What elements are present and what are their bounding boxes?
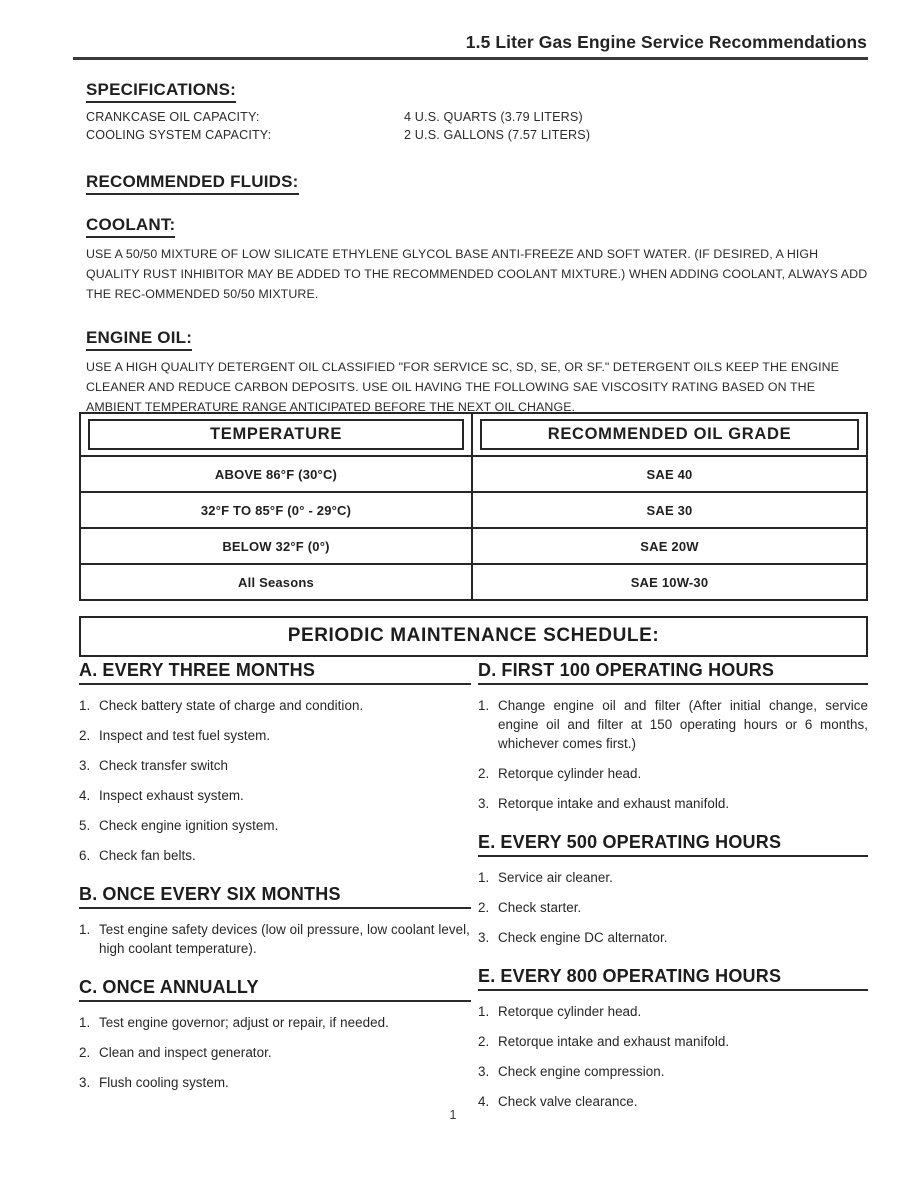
list-item-text: Flush cooling system. bbox=[99, 1075, 229, 1091]
schedule-list bbox=[79, 696, 471, 865]
list-item-number: 4. bbox=[79, 788, 91, 804]
schedule-letter: E. bbox=[478, 966, 496, 987]
schedule-title: ONCE EVERY SIX MONTHS bbox=[102, 884, 341, 905]
specification-label: COOLING SYSTEM CAPACITY: bbox=[86, 127, 272, 142]
list-item-text: Check engine ignition system. bbox=[99, 818, 279, 834]
list-item-number: 3. bbox=[478, 930, 490, 946]
table-cell-temperature: BELOW 32°F (0°) bbox=[81, 529, 473, 563]
schedule-letter: A. bbox=[79, 660, 98, 680]
coolant-body-text: USE A 50/50 MIXTURE OF LOW SILICATE ETHYLENE GLYCOL BASE ANTI-FREEZE AND SOFT WATER. (IF DESIRED, A HIGH QUALITY RUST INHIBITOR MAY BE ADDED TO THE RECOMMENDED COOLANT MIXTURE.) WHEN ADDING COOLANT, ALWAYS ADD THE REC-OMMENDED 50/50 MIXTURE. bbox=[86, 247, 868, 301]
specifications-section bbox=[86, 80, 876, 144]
maintenance-right-column bbox=[478, 660, 868, 1111]
specification-row bbox=[86, 109, 876, 127]
specifications-heading: SPECIFICATIONS: bbox=[86, 80, 236, 103]
table-cell-temperature: All Seasons bbox=[81, 565, 473, 599]
list-item-number: 2. bbox=[79, 728, 91, 744]
list-item-text: Inspect exhaust system. bbox=[99, 788, 244, 804]
list-item-text: Retorque intake and exhaust manifold. bbox=[498, 1034, 730, 1050]
list-item-number: 4. bbox=[478, 1094, 490, 1110]
list-item bbox=[478, 898, 868, 917]
recommended-fluids-heading: RECOMMENDED FLUIDS: bbox=[86, 172, 299, 195]
list-item-number: 1. bbox=[79, 698, 91, 714]
list-item-text: Retorque cylinder head. bbox=[498, 766, 642, 782]
list-item-number: 1. bbox=[478, 698, 490, 714]
list-item bbox=[478, 1062, 868, 1081]
schedule-section-c bbox=[79, 977, 471, 1092]
list-item bbox=[478, 794, 868, 813]
list-item-number: 1. bbox=[478, 870, 490, 886]
table-cell-oil-grade: SAE 10W-30 bbox=[630, 574, 709, 590]
list-item-number: 3. bbox=[478, 1064, 490, 1080]
list-item-text: Check valve clearance. bbox=[498, 1094, 638, 1110]
list-item-text: Check fan belts. bbox=[99, 848, 196, 864]
list-item-text: Inspect and test fuel system. bbox=[99, 728, 271, 744]
list-item bbox=[79, 696, 471, 715]
list-item-text: Retorque intake and exhaust manifold. bbox=[498, 796, 730, 812]
list-item-number: 2. bbox=[79, 1045, 91, 1061]
schedule-heading bbox=[79, 884, 471, 909]
list-item bbox=[79, 816, 471, 835]
schedule-title: ONCE ANNUALLY bbox=[102, 977, 259, 998]
list-item-text: Check starter. bbox=[498, 900, 582, 916]
list-item bbox=[478, 928, 868, 947]
list-item bbox=[79, 1013, 471, 1032]
list-item-text: Check battery state of charge and condition. bbox=[99, 698, 364, 714]
list-item-number: 3. bbox=[79, 758, 91, 774]
table-row bbox=[81, 491, 866, 527]
schedule-list bbox=[79, 920, 471, 958]
periodic-maintenance-banner: PERIODIC MAINTENANCE SCHEDULE: bbox=[79, 616, 868, 657]
list-item-number: 1. bbox=[79, 922, 91, 938]
list-item bbox=[478, 868, 868, 887]
list-item bbox=[79, 1073, 471, 1092]
page-number: 1 bbox=[449, 1108, 457, 1122]
schedule-list bbox=[478, 868, 868, 947]
engine-oil-heading: ENGINE OIL: bbox=[86, 328, 192, 351]
list-item bbox=[79, 726, 471, 745]
list-item-text: Clean and inspect generator. bbox=[99, 1045, 272, 1061]
list-item-number: 3. bbox=[79, 1075, 91, 1091]
schedule-heading bbox=[478, 660, 868, 685]
table-cell-temperature: ABOVE 86°F (30°C) bbox=[81, 457, 473, 491]
schedule-letter: D. bbox=[478, 660, 497, 680]
schedule-letter: E. bbox=[478, 832, 496, 853]
engine-oil-section bbox=[86, 328, 876, 417]
list-item bbox=[478, 696, 868, 753]
list-item-number: 2. bbox=[478, 766, 490, 782]
section-spacer bbox=[478, 813, 868, 832]
schedule-letter: C. bbox=[79, 977, 98, 998]
schedule-title: EVERY THREE MONTHS bbox=[102, 660, 316, 680]
list-item bbox=[79, 756, 471, 775]
coolant-section bbox=[86, 215, 876, 304]
table-row bbox=[81, 527, 866, 563]
list-item-text: Change engine oil and filter (After initial change, service engine oil and filter at 150 operating hours or 6 months, whichever comes first.) bbox=[498, 698, 868, 752]
document-title: 1.5 Liter Gas Engine Service Recommendations bbox=[465, 32, 867, 52]
schedule-title: EVERY 800 OPERATING HOURS bbox=[500, 966, 782, 987]
list-item bbox=[79, 786, 471, 805]
schedule-letter: B. bbox=[79, 884, 98, 905]
schedule-section-b bbox=[79, 884, 471, 958]
table-row bbox=[81, 563, 866, 599]
list-item bbox=[79, 920, 471, 958]
list-item-number: 5. bbox=[79, 818, 91, 834]
list-item-number: 1. bbox=[79, 1015, 91, 1031]
specification-value: 2 U.S. GALLONS (7.57 LITERS) bbox=[404, 127, 591, 142]
list-item-text: Retorque cylinder head. bbox=[498, 1004, 642, 1020]
list-item bbox=[79, 846, 471, 865]
list-item-text: Test engine safety devices (low oil pressure, low coolant level, high coolant temperature). bbox=[99, 922, 470, 957]
list-item-text: Check transfer switch bbox=[99, 758, 229, 774]
list-item-text: Test engine governor; adjust or repair, if needed. bbox=[99, 1015, 389, 1031]
list-item-text: Check engine DC alternator. bbox=[498, 930, 668, 946]
schedule-heading bbox=[478, 832, 868, 857]
schedule-heading bbox=[478, 966, 868, 991]
specification-row bbox=[86, 127, 876, 145]
table-cell-oil-grade: SAE 40 bbox=[646, 466, 693, 482]
table-header-label: RECOMMENDED OIL GRADE bbox=[480, 419, 859, 450]
table-header-row bbox=[81, 414, 866, 455]
schedule-heading bbox=[79, 660, 471, 685]
list-item-number: 1. bbox=[478, 1004, 490, 1020]
oil-grade-table bbox=[79, 412, 868, 601]
engine-oil-body-text: USE A HIGH QUALITY DETERGENT OIL CLASSIFIED "FOR SERVICE SC, SD, SE, OR SF." DETERGENT OILS KEEP THE ENGINE CLEANER AND REDUCE CARBON DEPOSITS. USE OIL HAVING THE FOLLOWING SAE VISCOSITY RATING BASED ON THE AMBIENT TEMPERATURE RANGE ANTICIPATED BEFORE THE NEXT OIL CHANGE. bbox=[86, 360, 840, 414]
list-item bbox=[478, 1002, 868, 1021]
list-item-number: 3. bbox=[478, 796, 490, 812]
maintenance-left-column bbox=[79, 660, 471, 1092]
section-spacer bbox=[79, 958, 471, 977]
table-header-cell-temperature bbox=[81, 414, 473, 455]
section-spacer bbox=[478, 947, 868, 966]
recommended-fluids-section bbox=[86, 172, 876, 195]
schedule-title: FIRST 100 OPERATING HOURS bbox=[501, 660, 775, 680]
schedule-section-d bbox=[478, 660, 868, 813]
coolant-heading: COOLANT: bbox=[86, 215, 175, 238]
table-cell-temperature: 32°F TO 85°F (0° - 29°C) bbox=[81, 493, 473, 527]
specifications-rows bbox=[86, 109, 876, 144]
list-item-number: 6. bbox=[79, 848, 91, 864]
table-header-cell-oil-grade bbox=[473, 414, 866, 455]
schedule-section-e-500 bbox=[478, 832, 868, 947]
schedule-section-a bbox=[79, 660, 471, 865]
section-spacer bbox=[79, 865, 471, 884]
specification-value: 4 U.S. QUARTS (3.79 LITERS) bbox=[404, 110, 583, 124]
list-item-text: Check engine compression. bbox=[498, 1064, 665, 1080]
schedule-section-e-800 bbox=[478, 966, 868, 1111]
list-item-text: Service air cleaner. bbox=[498, 870, 613, 886]
schedule-list bbox=[478, 1002, 868, 1111]
schedule-heading bbox=[79, 977, 471, 1002]
table-row bbox=[81, 455, 866, 491]
specification-label: CRANKCASE OIL CAPACITY: bbox=[86, 110, 260, 124]
header-divider-rule bbox=[73, 57, 868, 60]
list-item-number: 2. bbox=[478, 900, 490, 916]
schedule-list bbox=[478, 696, 868, 813]
list-item-number: 2. bbox=[478, 1034, 490, 1050]
list-item bbox=[478, 764, 868, 783]
document-header bbox=[73, 32, 868, 60]
list-item bbox=[478, 1032, 868, 1051]
table-cell-oil-grade: SAE 30 bbox=[646, 502, 693, 518]
schedule-list bbox=[79, 1013, 471, 1092]
table-cell-oil-grade: SAE 20W bbox=[640, 538, 699, 554]
schedule-title: EVERY 500 OPERATING HOURS bbox=[500, 832, 782, 853]
list-item bbox=[79, 1043, 471, 1062]
table-header-label: TEMPERATURE bbox=[88, 419, 464, 450]
